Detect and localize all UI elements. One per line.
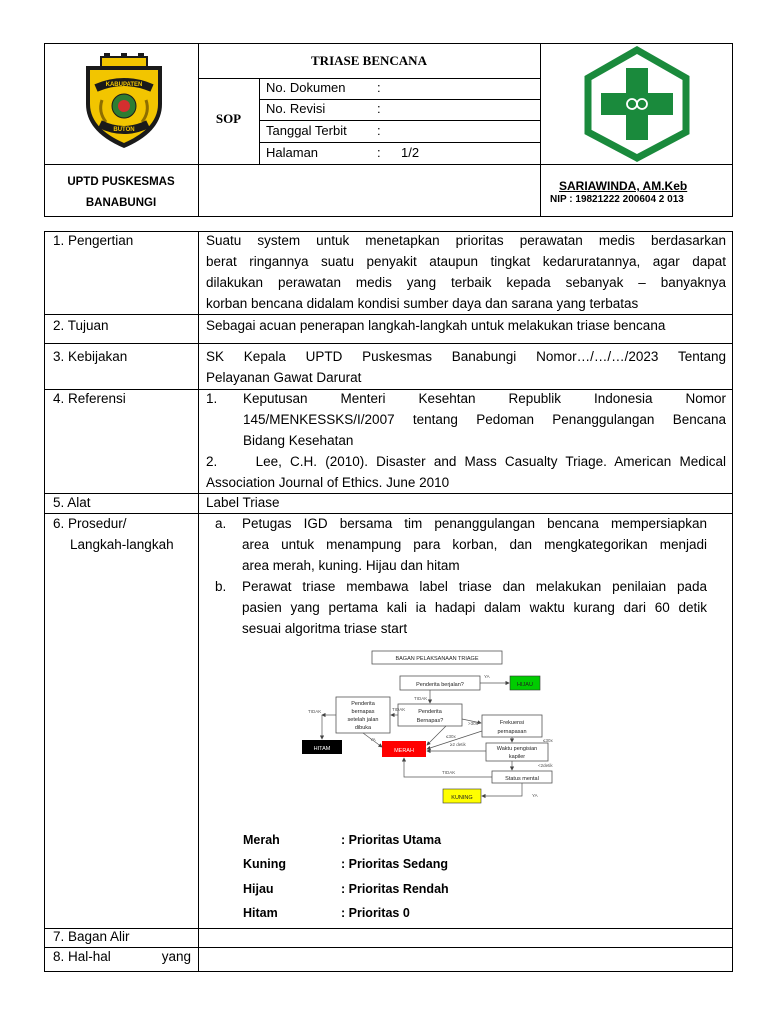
text-line: sesuai algoritma triase start [242, 621, 408, 636]
section-label-hal-hal [53, 946, 191, 967]
header-divider-left [198, 43, 199, 217]
doc-field-label: No. Revisi [266, 101, 326, 116]
edge-label: TIDAK [392, 707, 406, 712]
section-label-bagan-alir: 7. Bagan Alir [53, 929, 130, 944]
node-label: Penderita [418, 709, 442, 715]
header-bottom-divider [44, 164, 733, 165]
edge-label: YA [370, 737, 376, 742]
body-row-divider [44, 928, 733, 929]
edge-label: TIDAK [414, 696, 428, 701]
header-title-divider [198, 78, 540, 79]
section-label-alat: 5. Alat [53, 495, 91, 510]
text-line: berat ringannya suatu penyakit ataupun tingkat kedaruratannya, agar dapat [206, 254, 726, 269]
signer-name: SARIAWINDA, AM.Keb [559, 179, 688, 193]
header-sop-divider [259, 78, 260, 164]
org-name [44, 172, 198, 214]
document-title: TRIASE BENCANA [311, 53, 427, 68]
legend-name: Merah [243, 833, 280, 847]
doc-field-sep: : [377, 123, 381, 138]
doc-field-label: Tanggal Terbit [266, 123, 347, 138]
legend-value: : Prioritas 0 [341, 905, 410, 920]
procedure-step-b [215, 576, 707, 639]
text-line: SK Kepala UPTD Puskesmas Banabungi Nomor…/…/…/2023 Tentang [206, 349, 726, 364]
legend-row-hitam [243, 901, 449, 925]
text-line: Keputusan Menteri Kesehtan Republik Indonesia Nomor [243, 391, 726, 406]
node-label: HITAM [313, 746, 331, 752]
text-line: 145/MENKESSKS/I/2007 tentang Pedoman Penanggulangan Bencana [243, 412, 726, 427]
body-row-divider [44, 343, 733, 344]
doc-field-value: 1/2 [401, 145, 420, 160]
text-line: dilakukan perawatan medis yang terbaik kepada sebanyak – banyaknya [206, 275, 726, 290]
text-line: Suatu system untuk menetapkan prioritas perawatan medis berdasarkan [206, 233, 726, 248]
node-label: MERAH [394, 748, 414, 754]
text-line: korban bencana didalam kondisi sumber daya dan sarana yang terbatas [206, 296, 639, 311]
text-line: Association Journal of Ethics. June 2010 [206, 475, 450, 490]
doc-field-sep: : [377, 80, 381, 95]
legend-value: : Prioritas Rendah [341, 881, 449, 896]
procedure-list [215, 513, 707, 639]
signer-nip: NIP : 19821222 200604 2 013 [550, 194, 684, 205]
section-content-kebijakan [206, 346, 726, 388]
org-name-line1: UPTD PUSKESMAS [67, 176, 175, 188]
doc-field-label: No. Dokumen [266, 80, 346, 95]
body-row-divider [44, 493, 733, 494]
logo-text-top: KABUPATEN [105, 82, 143, 88]
section-label-prosedur [53, 513, 174, 555]
node-label: bernapas [351, 709, 375, 715]
text-line: Lee, C.H. (2010). Disaster and Mass Casualty Triage. American Medical [255, 454, 726, 469]
edge-label: YA [484, 674, 490, 679]
section-content-alat: Label Triase [206, 495, 280, 510]
doc-field-sep: : [377, 145, 381, 160]
node-label: kapiler [508, 754, 526, 760]
legend-name: Hijau [243, 881, 274, 896]
reference-number: 2. [206, 454, 218, 469]
kabupaten-buton-logo [74, 52, 174, 152]
edge-label: <2detik [538, 763, 553, 768]
legend-value: : Prioritas Utama [341, 833, 442, 847]
section-label-referensi: 4. Referensi [53, 391, 126, 406]
section-content-referensi [206, 388, 726, 493]
edge-label: TIDAK [442, 770, 456, 775]
edge-label: ≥2 detik [450, 742, 466, 747]
priority-legend [243, 828, 449, 925]
sop-label: SOP [215, 111, 242, 126]
node-label: Frekuensi [499, 720, 525, 726]
legend-row-merah [243, 828, 449, 852]
node-label: pernapasan [497, 729, 527, 735]
node-label: KUNING [451, 795, 473, 801]
logo-text-bottom: BUTON [113, 127, 135, 133]
flowchart-title: BAGAN PELAKSANAAN TRIAGE [395, 656, 479, 662]
label-part: 8. Hal-hal [53, 949, 111, 964]
node-label: Penderita berjalan? [416, 682, 464, 688]
node-label: Waktu pengisian [496, 746, 538, 752]
legend-value: : Prioritas Sedang [341, 857, 448, 872]
node-label: Status mental [505, 776, 539, 782]
text-line: area untuk menampung para korban, dan mengkategorikan menjadi [242, 537, 707, 552]
legend-row-kuning [243, 852, 449, 876]
reference-item [206, 451, 726, 493]
text-line: Petugas IGD bersama tim penanggulangan bencana mempersiapkan [242, 516, 707, 531]
doc-field-sep: : [377, 101, 381, 116]
legend-name: Hitam [243, 905, 278, 920]
legend-row-hijau [243, 877, 449, 901]
section-content-pengertian [206, 230, 726, 314]
procedure-step-a [215, 513, 707, 576]
legend-name: Kuning [243, 857, 287, 872]
header-row-divider [259, 120, 540, 121]
step-marker: b. [215, 579, 227, 594]
section-label-kebijakan: 3. Kebijakan [53, 349, 128, 364]
node-label: HIJAU [517, 682, 533, 688]
header-row-divider [259, 99, 540, 100]
edge-label: TIDAK [308, 709, 322, 714]
header-row-divider [259, 142, 540, 143]
reference-item [206, 388, 726, 451]
node-label: setelah jalan [347, 717, 379, 723]
node-label: dibuka [354, 725, 372, 731]
triage-flowchart [296, 645, 566, 810]
text-line: Perawat triase membawa label triase dan melakukan penilaian pada [242, 579, 707, 594]
section-label-tujuan: 2. Tujuan [53, 318, 109, 333]
step-marker: a. [215, 516, 227, 531]
edge-label: YA [532, 793, 538, 798]
org-name-line2: BANABUNGI [85, 197, 157, 209]
text-line: Bidang Kesehatan [243, 433, 354, 448]
text-line: Pelayanan Gawat Darurat [206, 370, 362, 385]
section-content-tujuan: Sebagai acuan penerapan langkah-langkah untuk melakukan triase bencana [206, 318, 666, 333]
label-part: yang [161, 949, 191, 964]
label-line: 6. Prosedur/ [53, 516, 127, 531]
edge-label: ≤30x [446, 734, 456, 739]
section-label-pengertian: 1. Pengertian [53, 233, 134, 248]
header-divider-right [540, 43, 541, 217]
label-line: Langkah-langkah [70, 537, 174, 552]
puskesmas-logo [582, 46, 692, 162]
text-line: pasien yang pertama kali ia hadapi dalam waktu kurang dari 60 detik [242, 600, 707, 615]
text-line: area merah, kuning. Hijau dan hitam [242, 558, 460, 573]
edge-label: >30x [468, 721, 478, 726]
doc-field-label: Halaman [266, 145, 319, 160]
node-label: Bernapas? [416, 718, 444, 724]
reference-number: 1. [206, 391, 218, 406]
node-label: Penderita [351, 701, 375, 707]
edge-label: ≤30x [543, 738, 553, 743]
